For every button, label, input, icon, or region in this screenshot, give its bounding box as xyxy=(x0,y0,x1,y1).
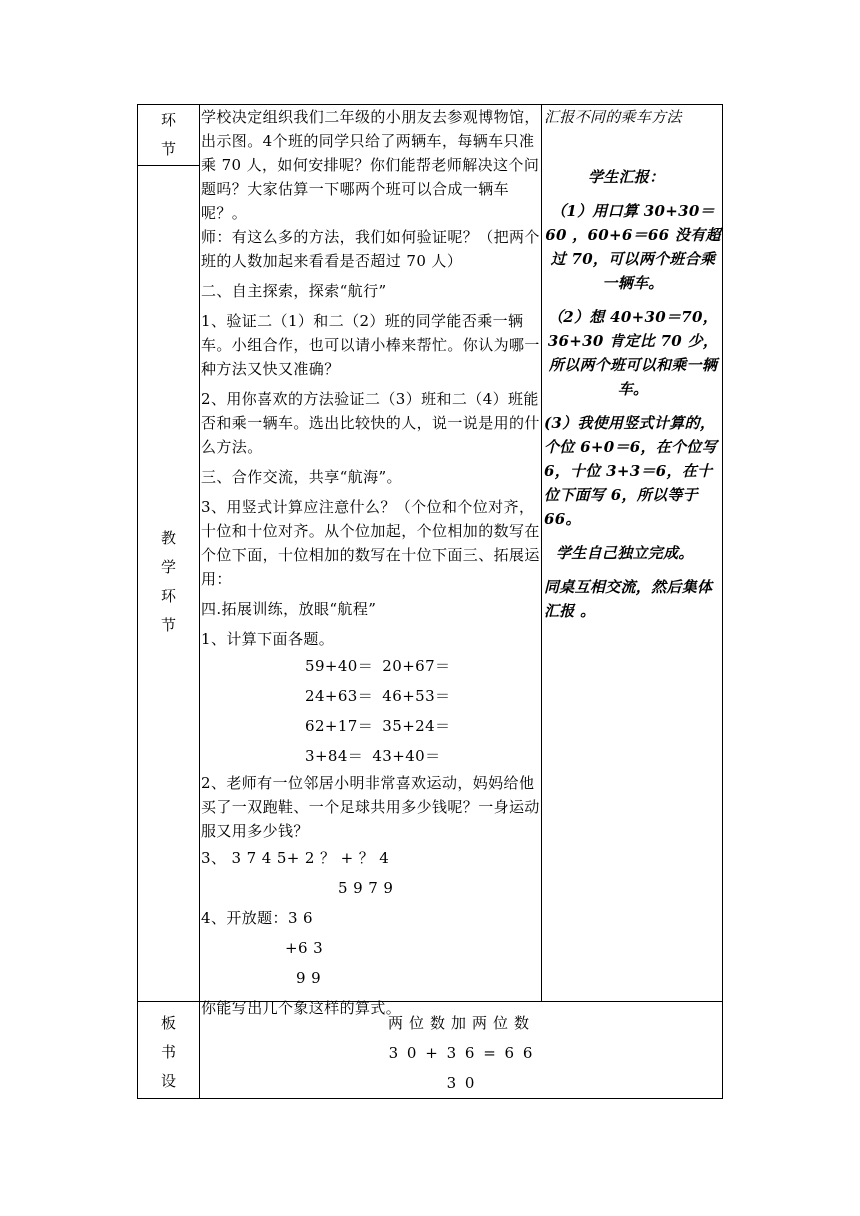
teacher-paragraph: 师：有这么多的方法，我们如何验证呢？（把两个班的人数加起来看看是否超过 70 人） xyxy=(201,228,540,270)
label-divider xyxy=(199,104,200,1099)
calc-row: 24+63＝ 46+53＝ xyxy=(305,687,451,705)
label-char: 节 xyxy=(160,140,176,158)
exercise-paragraph: 2、老师有一位邻居小明非常喜欢运动，妈妈给他买了一双跑鞋、一个足球共用多少钱呢？一身运动服又用多少钱？ xyxy=(201,774,540,840)
label-char: 节 xyxy=(160,616,176,634)
label-teaching-cell xyxy=(138,524,199,640)
exercise-line: 9 9 xyxy=(296,969,322,987)
activity-heading: 汇报不同的乘车方法 xyxy=(544,108,682,126)
activity-note: 同桌互相交流，然后集体汇报 。 xyxy=(544,578,713,620)
exercise-line: 你能写出几个象这样的算式。 xyxy=(201,999,402,1017)
label-char: 教 xyxy=(160,529,176,547)
section-heading: 三、合作交流，共享“航海”。 xyxy=(201,468,402,486)
intro-paragraph: 学校决定组织我们二年级的小朋友去参观博物馆，出示图。4个班的同学只给了两辆车，每辆车只准乘 70 人，如何安排呢？你们能帮老师解决这个问题吗？大家估算一下哪两个班可以合成一辆车呢？。 xyxy=(201,108,540,222)
label-char: 环 xyxy=(160,111,176,129)
student-activity xyxy=(544,105,722,623)
board-title: 两位数加两位数 xyxy=(387,1014,535,1032)
label-char: 板 xyxy=(160,1014,176,1032)
exercise-line: 3、 3 7 4 5+ 2 ？ + ？ 4 xyxy=(201,849,390,867)
board-number: 3 0 xyxy=(446,1074,477,1092)
label-char: 书 xyxy=(160,1043,176,1061)
label-char: 学 xyxy=(160,558,176,576)
calc-row: 59+40＝ 20+67＝ xyxy=(305,657,451,675)
method-text: （2）想 40+30＝70，36+30 肯定比 70 少，所以两个班可以和乘一辆车。 xyxy=(547,308,719,398)
board-equation: 3 0 + 3 6 = 6 6 xyxy=(388,1044,535,1062)
exercise-line: 5 9 7 9 xyxy=(338,879,394,897)
calc-row: 62+17＝ 35+24＝ xyxy=(305,717,451,735)
label-char: 环 xyxy=(160,587,176,605)
table-bottom-border xyxy=(137,1098,723,1099)
exercise-line: +6 3 xyxy=(285,939,324,957)
item-paragraph: 2、用你喜欢的方法验证二（3）班和二（4）班能否和乘一辆车。选出比较快的人，说一说是用的什么方法。 xyxy=(201,390,540,456)
activity-note: 学生自己独立完成。 xyxy=(556,544,694,562)
exercise-title: 1、计算下面各题。 xyxy=(201,630,335,648)
report-label: 学生汇报： xyxy=(588,168,665,186)
content-divider xyxy=(541,104,542,1002)
exercise-line: 4、开放题：3 6 xyxy=(201,909,313,927)
label-separator xyxy=(137,165,200,166)
section-heading: 四.拓展训练，放眼“航程” xyxy=(201,600,377,618)
section-heading: 二、自主探索，探索“航行” xyxy=(201,282,387,300)
calc-row: 3+84＝ 43+40＝ xyxy=(305,747,441,765)
label-char: 设 xyxy=(160,1072,176,1090)
label-board-cell xyxy=(138,1009,199,1096)
label-top-cell xyxy=(138,106,199,164)
method-text: （1）用口算 30+30＝60 ，60+6＝66 没有超过 70，可以两个班合乘一辆车。 xyxy=(545,202,721,292)
method-text: (3）我使用竖式计算的，个位 6+0＝6，在个位写 6，十位 3+3＝6，在十位下面写 6，所以等于 66。 xyxy=(544,414,718,528)
table-right-border xyxy=(722,104,723,1099)
board-design xyxy=(201,1008,722,1098)
teaching-content xyxy=(201,105,541,1023)
item-paragraph: 1、验证二（1）和二（2）班的同学能否乘一辆车。小组合作，也可以请小棒来帮忙。你认为哪一种方法又快又准确？ xyxy=(201,312,540,378)
item-paragraph: 3、用竖式计算应注意什么？（个位和个位对齐，十位和十位对齐。从个位加起，个位相加的数写在个位下面，十位相加的数写在十位下面三、拓展运用： xyxy=(201,498,540,588)
